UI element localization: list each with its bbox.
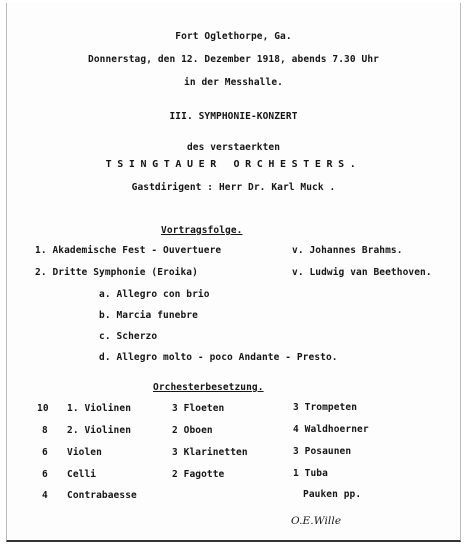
instrument-count: 8 xyxy=(42,425,48,436)
concert-title: III. SYMPHONIE-KONZERT xyxy=(169,111,298,122)
movement-item: a. Allegro con brio xyxy=(99,289,210,300)
instrument-count: 4 xyxy=(42,490,48,501)
instrument-item: 2 Oboen xyxy=(172,425,213,436)
instrument-name: Violen xyxy=(67,447,102,458)
instrument-item: 4 Waldhoerner xyxy=(293,424,369,435)
instrument-name: Contrabaesse xyxy=(67,490,137,501)
instrument-item: 3 Klarinetten xyxy=(172,447,248,458)
instrument-name: 1. Violinen xyxy=(67,403,132,414)
instrument-item: 1 Tuba xyxy=(293,468,328,479)
program-heading: Vortragsfolge. xyxy=(161,225,243,236)
instrument-name: Celli xyxy=(67,469,97,480)
movement-item: d. Allegro molto - poco Andante - Presto. xyxy=(99,352,338,363)
orchestra-heading: Orchesterbesetzung. xyxy=(153,382,264,393)
place-line: Fort Oglethorpe, Ga. xyxy=(175,31,292,42)
program-item-title: 1. Akademische Fest - Ouvertuere xyxy=(35,245,222,256)
instrument-item: 3 Posaunen xyxy=(293,446,352,457)
venue-line: in der Messhalle. xyxy=(184,77,283,88)
of-the-line: des verstaerkten xyxy=(186,142,281,153)
orchestra-name: TSINGTAUER ORCHESTERS. xyxy=(105,159,362,170)
signature: O.E.Wille xyxy=(291,515,342,527)
program-item-composer: v. Ludwig van Beethoven. xyxy=(292,267,432,278)
instrument-item: 3 Trompeten xyxy=(293,402,358,413)
movement-item: b. Marcia funebre xyxy=(99,310,198,321)
instrument-count: 6 xyxy=(42,469,48,480)
instrument-item: Pauken pp. xyxy=(303,489,362,500)
conductor-line: Gastdirigent : Herr Dr. Karl Muck . xyxy=(131,182,336,193)
date-line: Donnerstag, den 12. Dezember 1918, abends 7.30 Uhr xyxy=(88,54,379,65)
movement-item: c. Scherzo xyxy=(99,331,158,342)
instrument-count: 6 xyxy=(42,447,48,458)
instrument-count: 10 xyxy=(37,403,49,414)
instrument-name: 2. Violinen xyxy=(67,425,132,436)
concert-program-page xyxy=(6,3,461,542)
instrument-item: 3 Floeten xyxy=(172,403,225,414)
program-item-composer: v. Johannes Brahms. xyxy=(292,245,403,256)
instrument-item: 2 Fagotte xyxy=(172,469,225,480)
program-item-title: 2. Dritte Symphonie (Eroika) xyxy=(35,267,198,278)
